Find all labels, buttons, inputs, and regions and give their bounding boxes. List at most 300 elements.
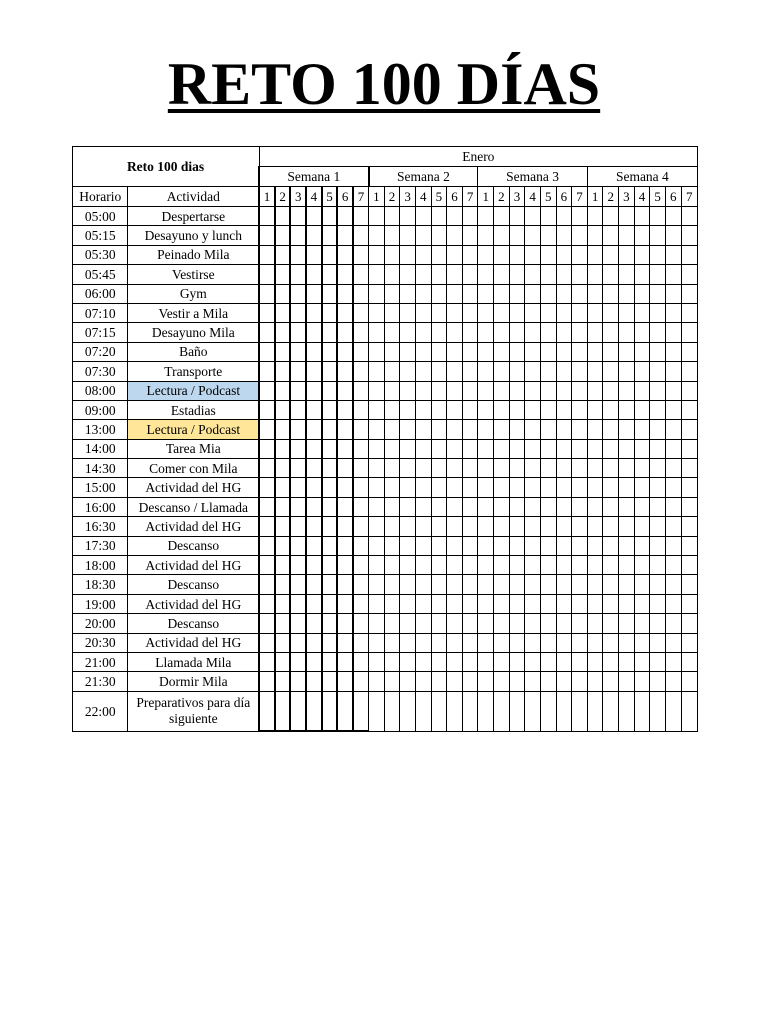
checkbox-cell[interactable] — [306, 362, 322, 381]
checkbox-cell[interactable] — [462, 556, 478, 575]
checkbox-cell[interactable] — [556, 691, 572, 731]
checkbox-cell[interactable] — [415, 342, 431, 361]
checkbox-cell[interactable] — [478, 284, 494, 303]
checkbox-cell[interactable] — [509, 284, 525, 303]
checkbox-cell[interactable] — [353, 614, 369, 633]
checkbox-cell[interactable] — [587, 323, 603, 342]
checkbox-cell[interactable] — [337, 633, 353, 652]
checkbox-cell[interactable] — [603, 323, 619, 342]
checkbox-cell[interactable] — [619, 652, 635, 671]
checkbox-cell[interactable] — [665, 420, 681, 439]
checkbox-cell[interactable] — [384, 614, 400, 633]
checkbox-cell[interactable] — [556, 575, 572, 594]
checkbox-cell[interactable] — [540, 362, 556, 381]
checkbox-cell[interactable] — [478, 691, 494, 731]
checkbox-cell[interactable] — [431, 459, 447, 478]
checkbox-cell[interactable] — [322, 497, 338, 516]
checkbox-cell[interactable] — [681, 381, 697, 400]
checkbox-cell[interactable] — [337, 556, 353, 575]
checkbox-cell[interactable] — [540, 497, 556, 516]
checkbox-cell[interactable] — [259, 362, 275, 381]
checkbox-cell[interactable] — [400, 265, 416, 284]
checkbox-cell[interactable] — [259, 284, 275, 303]
checkbox-cell[interactable] — [322, 400, 338, 419]
checkbox-cell[interactable] — [369, 439, 385, 458]
checkbox-cell[interactable] — [572, 614, 588, 633]
checkbox-cell[interactable] — [572, 633, 588, 652]
checkbox-cell[interactable] — [322, 439, 338, 458]
checkbox-cell[interactable] — [431, 439, 447, 458]
checkbox-cell[interactable] — [322, 284, 338, 303]
checkbox-cell[interactable] — [587, 556, 603, 575]
checkbox-cell[interactable] — [337, 381, 353, 400]
checkbox-cell[interactable] — [447, 245, 463, 264]
checkbox-cell[interactable] — [587, 245, 603, 264]
checkbox-cell[interactable] — [400, 207, 416, 226]
checkbox-cell[interactable] — [525, 556, 541, 575]
checkbox-cell[interactable] — [540, 323, 556, 342]
checkbox-cell[interactable] — [509, 323, 525, 342]
checkbox-cell[interactable] — [369, 536, 385, 555]
checkbox-cell[interactable] — [447, 303, 463, 322]
checkbox-cell[interactable] — [275, 652, 291, 671]
checkbox-cell[interactable] — [619, 517, 635, 536]
checkbox-cell[interactable] — [384, 517, 400, 536]
checkbox-cell[interactable] — [369, 342, 385, 361]
checkbox-cell[interactable] — [431, 517, 447, 536]
checkbox-cell[interactable] — [275, 381, 291, 400]
checkbox-cell[interactable] — [650, 207, 666, 226]
checkbox-cell[interactable] — [431, 362, 447, 381]
checkbox-cell[interactable] — [369, 226, 385, 245]
checkbox-cell[interactable] — [572, 459, 588, 478]
checkbox-cell[interactable] — [447, 420, 463, 439]
checkbox-cell[interactable] — [587, 459, 603, 478]
checkbox-cell[interactable] — [650, 439, 666, 458]
checkbox-cell[interactable] — [556, 207, 572, 226]
checkbox-cell[interactable] — [369, 284, 385, 303]
checkbox-cell[interactable] — [259, 207, 275, 226]
checkbox-cell[interactable] — [290, 400, 306, 419]
checkbox-cell[interactable] — [556, 517, 572, 536]
checkbox-cell[interactable] — [650, 691, 666, 731]
checkbox-cell[interactable] — [494, 245, 510, 264]
checkbox-cell[interactable] — [665, 536, 681, 555]
checkbox-cell[interactable] — [384, 381, 400, 400]
checkbox-cell[interactable] — [650, 575, 666, 594]
checkbox-cell[interactable] — [447, 691, 463, 731]
checkbox-cell[interactable] — [556, 614, 572, 633]
checkbox-cell[interactable] — [275, 497, 291, 516]
checkbox-cell[interactable] — [259, 420, 275, 439]
checkbox-cell[interactable] — [650, 633, 666, 652]
checkbox-cell[interactable] — [556, 284, 572, 303]
checkbox-cell[interactable] — [650, 517, 666, 536]
checkbox-cell[interactable] — [431, 284, 447, 303]
checkbox-cell[interactable] — [665, 381, 681, 400]
checkbox-cell[interactable] — [415, 323, 431, 342]
checkbox-cell[interactable] — [290, 226, 306, 245]
checkbox-cell[interactable] — [400, 517, 416, 536]
checkbox-cell[interactable] — [290, 478, 306, 497]
checkbox-cell[interactable] — [431, 226, 447, 245]
checkbox-cell[interactable] — [447, 478, 463, 497]
checkbox-cell[interactable] — [400, 536, 416, 555]
checkbox-cell[interactable] — [275, 556, 291, 575]
checkbox-cell[interactable] — [259, 556, 275, 575]
checkbox-cell[interactable] — [556, 400, 572, 419]
checkbox-cell[interactable] — [572, 303, 588, 322]
checkbox-cell[interactable] — [306, 478, 322, 497]
checkbox-cell[interactable] — [415, 652, 431, 671]
checkbox-cell[interactable] — [540, 381, 556, 400]
checkbox-cell[interactable] — [681, 614, 697, 633]
checkbox-cell[interactable] — [447, 459, 463, 478]
checkbox-cell[interactable] — [462, 207, 478, 226]
checkbox-cell[interactable] — [369, 245, 385, 264]
checkbox-cell[interactable] — [587, 517, 603, 536]
checkbox-cell[interactable] — [431, 652, 447, 671]
checkbox-cell[interactable] — [650, 652, 666, 671]
checkbox-cell[interactable] — [634, 672, 650, 691]
checkbox-cell[interactable] — [509, 556, 525, 575]
checkbox-cell[interactable] — [494, 303, 510, 322]
checkbox-cell[interactable] — [275, 362, 291, 381]
checkbox-cell[interactable] — [415, 672, 431, 691]
checkbox-cell[interactable] — [572, 478, 588, 497]
checkbox-cell[interactable] — [603, 614, 619, 633]
checkbox-cell[interactable] — [384, 536, 400, 555]
checkbox-cell[interactable] — [681, 439, 697, 458]
checkbox-cell[interactable] — [494, 342, 510, 361]
checkbox-cell[interactable] — [572, 536, 588, 555]
checkbox-cell[interactable] — [259, 497, 275, 516]
checkbox-cell[interactable] — [509, 672, 525, 691]
checkbox-cell[interactable] — [275, 536, 291, 555]
checkbox-cell[interactable] — [619, 497, 635, 516]
checkbox-cell[interactable] — [462, 497, 478, 516]
checkbox-cell[interactable] — [681, 362, 697, 381]
checkbox-cell[interactable] — [306, 207, 322, 226]
checkbox-cell[interactable] — [634, 459, 650, 478]
checkbox-cell[interactable] — [494, 265, 510, 284]
checkbox-cell[interactable] — [634, 207, 650, 226]
checkbox-cell[interactable] — [494, 672, 510, 691]
checkbox-cell[interactable] — [369, 323, 385, 342]
checkbox-cell[interactable] — [478, 575, 494, 594]
checkbox-cell[interactable] — [447, 342, 463, 361]
checkbox-cell[interactable] — [603, 342, 619, 361]
checkbox-cell[interactable] — [556, 672, 572, 691]
checkbox-cell[interactable] — [665, 265, 681, 284]
checkbox-cell[interactable] — [306, 459, 322, 478]
checkbox-cell[interactable] — [353, 633, 369, 652]
checkbox-cell[interactable] — [306, 536, 322, 555]
checkbox-cell[interactable] — [478, 381, 494, 400]
checkbox-cell[interactable] — [603, 362, 619, 381]
checkbox-cell[interactable] — [587, 633, 603, 652]
checkbox-cell[interactable] — [650, 594, 666, 613]
checkbox-cell[interactable] — [290, 284, 306, 303]
checkbox-cell[interactable] — [384, 226, 400, 245]
checkbox-cell[interactable] — [384, 497, 400, 516]
checkbox-cell[interactable] — [494, 207, 510, 226]
checkbox-cell[interactable] — [259, 381, 275, 400]
checkbox-cell[interactable] — [400, 323, 416, 342]
checkbox-cell[interactable] — [259, 575, 275, 594]
checkbox-cell[interactable] — [353, 556, 369, 575]
checkbox-cell[interactable] — [415, 594, 431, 613]
checkbox-cell[interactable] — [431, 478, 447, 497]
checkbox-cell[interactable] — [290, 594, 306, 613]
checkbox-cell[interactable] — [603, 265, 619, 284]
checkbox-cell[interactable] — [587, 362, 603, 381]
checkbox-cell[interactable] — [634, 342, 650, 361]
checkbox-cell[interactable] — [634, 497, 650, 516]
checkbox-cell[interactable] — [447, 207, 463, 226]
checkbox-cell[interactable] — [259, 323, 275, 342]
checkbox-cell[interactable] — [337, 652, 353, 671]
checkbox-cell[interactable] — [681, 420, 697, 439]
checkbox-cell[interactable] — [478, 303, 494, 322]
checkbox-cell[interactable] — [509, 652, 525, 671]
checkbox-cell[interactable] — [306, 652, 322, 671]
checkbox-cell[interactable] — [603, 420, 619, 439]
checkbox-cell[interactable] — [665, 652, 681, 671]
checkbox-cell[interactable] — [431, 265, 447, 284]
checkbox-cell[interactable] — [306, 556, 322, 575]
checkbox-cell[interactable] — [306, 633, 322, 652]
checkbox-cell[interactable] — [572, 594, 588, 613]
checkbox-cell[interactable] — [306, 439, 322, 458]
checkbox-cell[interactable] — [462, 265, 478, 284]
checkbox-cell[interactable] — [525, 303, 541, 322]
checkbox-cell[interactable] — [572, 420, 588, 439]
checkbox-cell[interactable] — [634, 652, 650, 671]
checkbox-cell[interactable] — [306, 342, 322, 361]
checkbox-cell[interactable] — [634, 478, 650, 497]
checkbox-cell[interactable] — [665, 633, 681, 652]
checkbox-cell[interactable] — [415, 362, 431, 381]
checkbox-cell[interactable] — [478, 672, 494, 691]
checkbox-cell[interactable] — [322, 245, 338, 264]
checkbox-cell[interactable] — [337, 478, 353, 497]
checkbox-cell[interactable] — [525, 652, 541, 671]
checkbox-cell[interactable] — [478, 207, 494, 226]
checkbox-cell[interactable] — [509, 207, 525, 226]
checkbox-cell[interactable] — [556, 265, 572, 284]
checkbox-cell[interactable] — [306, 400, 322, 419]
checkbox-cell[interactable] — [556, 381, 572, 400]
checkbox-cell[interactable] — [337, 517, 353, 536]
checkbox-cell[interactable] — [587, 652, 603, 671]
checkbox-cell[interactable] — [572, 284, 588, 303]
checkbox-cell[interactable] — [259, 652, 275, 671]
checkbox-cell[interactable] — [322, 265, 338, 284]
checkbox-cell[interactable] — [525, 381, 541, 400]
checkbox-cell[interactable] — [540, 420, 556, 439]
checkbox-cell[interactable] — [634, 633, 650, 652]
checkbox-cell[interactable] — [259, 672, 275, 691]
checkbox-cell[interactable] — [587, 265, 603, 284]
checkbox-cell[interactable] — [384, 691, 400, 731]
checkbox-cell[interactable] — [415, 633, 431, 652]
checkbox-cell[interactable] — [665, 517, 681, 536]
checkbox-cell[interactable] — [650, 672, 666, 691]
checkbox-cell[interactable] — [681, 284, 697, 303]
checkbox-cell[interactable] — [650, 284, 666, 303]
checkbox-cell[interactable] — [290, 303, 306, 322]
checkbox-cell[interactable] — [681, 556, 697, 575]
checkbox-cell[interactable] — [525, 575, 541, 594]
checkbox-cell[interactable] — [634, 691, 650, 731]
checkbox-cell[interactable] — [290, 439, 306, 458]
checkbox-cell[interactable] — [322, 226, 338, 245]
checkbox-cell[interactable] — [572, 323, 588, 342]
checkbox-cell[interactable] — [634, 575, 650, 594]
checkbox-cell[interactable] — [619, 536, 635, 555]
checkbox-cell[interactable] — [462, 342, 478, 361]
checkbox-cell[interactable] — [494, 420, 510, 439]
checkbox-cell[interactable] — [337, 342, 353, 361]
checkbox-cell[interactable] — [384, 478, 400, 497]
checkbox-cell[interactable] — [275, 420, 291, 439]
checkbox-cell[interactable] — [322, 614, 338, 633]
checkbox-cell[interactable] — [369, 614, 385, 633]
checkbox-cell[interactable] — [353, 245, 369, 264]
checkbox-cell[interactable] — [603, 439, 619, 458]
checkbox-cell[interactable] — [447, 614, 463, 633]
checkbox-cell[interactable] — [540, 536, 556, 555]
checkbox-cell[interactable] — [681, 303, 697, 322]
checkbox-cell[interactable] — [587, 575, 603, 594]
checkbox-cell[interactable] — [275, 633, 291, 652]
checkbox-cell[interactable] — [525, 420, 541, 439]
checkbox-cell[interactable] — [431, 342, 447, 361]
checkbox-cell[interactable] — [572, 691, 588, 731]
checkbox-cell[interactable] — [447, 381, 463, 400]
checkbox-cell[interactable] — [447, 284, 463, 303]
checkbox-cell[interactable] — [619, 478, 635, 497]
checkbox-cell[interactable] — [306, 265, 322, 284]
checkbox-cell[interactable] — [275, 400, 291, 419]
checkbox-cell[interactable] — [665, 207, 681, 226]
checkbox-cell[interactable] — [275, 284, 291, 303]
checkbox-cell[interactable] — [525, 284, 541, 303]
checkbox-cell[interactable] — [587, 614, 603, 633]
checkbox-cell[interactable] — [509, 614, 525, 633]
checkbox-cell[interactable] — [275, 245, 291, 264]
checkbox-cell[interactable] — [353, 575, 369, 594]
checkbox-cell[interactable] — [353, 362, 369, 381]
checkbox-cell[interactable] — [525, 536, 541, 555]
checkbox-cell[interactable] — [540, 556, 556, 575]
checkbox-cell[interactable] — [415, 691, 431, 731]
checkbox-cell[interactable] — [587, 420, 603, 439]
checkbox-cell[interactable] — [603, 517, 619, 536]
checkbox-cell[interactable] — [587, 207, 603, 226]
checkbox-cell[interactable] — [494, 575, 510, 594]
checkbox-cell[interactable] — [556, 633, 572, 652]
checkbox-cell[interactable] — [650, 362, 666, 381]
checkbox-cell[interactable] — [478, 652, 494, 671]
checkbox-cell[interactable] — [509, 439, 525, 458]
checkbox-cell[interactable] — [478, 556, 494, 575]
checkbox-cell[interactable] — [681, 691, 697, 731]
checkbox-cell[interactable] — [353, 303, 369, 322]
checkbox-cell[interactable] — [478, 420, 494, 439]
checkbox-cell[interactable] — [619, 303, 635, 322]
checkbox-cell[interactable] — [462, 459, 478, 478]
checkbox-cell[interactable] — [290, 652, 306, 671]
checkbox-cell[interactable] — [306, 672, 322, 691]
checkbox-cell[interactable] — [353, 652, 369, 671]
checkbox-cell[interactable] — [275, 439, 291, 458]
checkbox-cell[interactable] — [462, 226, 478, 245]
checkbox-cell[interactable] — [478, 245, 494, 264]
checkbox-cell[interactable] — [587, 691, 603, 731]
checkbox-cell[interactable] — [322, 594, 338, 613]
checkbox-cell[interactable] — [415, 517, 431, 536]
checkbox-cell[interactable] — [556, 594, 572, 613]
checkbox-cell[interactable] — [619, 245, 635, 264]
checkbox-cell[interactable] — [337, 265, 353, 284]
checkbox-cell[interactable] — [556, 245, 572, 264]
checkbox-cell[interactable] — [540, 207, 556, 226]
checkbox-cell[interactable] — [259, 400, 275, 419]
checkbox-cell[interactable] — [369, 459, 385, 478]
checkbox-cell[interactable] — [634, 420, 650, 439]
checkbox-cell[interactable] — [572, 556, 588, 575]
checkbox-cell[interactable] — [681, 342, 697, 361]
checkbox-cell[interactable] — [540, 245, 556, 264]
checkbox-cell[interactable] — [665, 226, 681, 245]
checkbox-cell[interactable] — [525, 439, 541, 458]
checkbox-cell[interactable] — [337, 323, 353, 342]
checkbox-cell[interactable] — [431, 323, 447, 342]
checkbox-cell[interactable] — [525, 323, 541, 342]
checkbox-cell[interactable] — [369, 265, 385, 284]
checkbox-cell[interactable] — [400, 691, 416, 731]
checkbox-cell[interactable] — [634, 323, 650, 342]
checkbox-cell[interactable] — [619, 226, 635, 245]
checkbox-cell[interactable] — [400, 284, 416, 303]
checkbox-cell[interactable] — [603, 575, 619, 594]
checkbox-cell[interactable] — [587, 284, 603, 303]
checkbox-cell[interactable] — [587, 536, 603, 555]
checkbox-cell[interactable] — [556, 342, 572, 361]
checkbox-cell[interactable] — [665, 575, 681, 594]
checkbox-cell[interactable] — [665, 362, 681, 381]
checkbox-cell[interactable] — [509, 420, 525, 439]
checkbox-cell[interactable] — [384, 652, 400, 671]
checkbox-cell[interactable] — [556, 536, 572, 555]
checkbox-cell[interactable] — [478, 459, 494, 478]
checkbox-cell[interactable] — [650, 614, 666, 633]
checkbox-cell[interactable] — [603, 303, 619, 322]
checkbox-cell[interactable] — [665, 342, 681, 361]
checkbox-cell[interactable] — [306, 284, 322, 303]
checkbox-cell[interactable] — [322, 633, 338, 652]
checkbox-cell[interactable] — [603, 245, 619, 264]
checkbox-cell[interactable] — [431, 420, 447, 439]
checkbox-cell[interactable] — [400, 672, 416, 691]
checkbox-cell[interactable] — [259, 439, 275, 458]
checkbox-cell[interactable] — [384, 459, 400, 478]
checkbox-cell[interactable] — [619, 556, 635, 575]
checkbox-cell[interactable] — [681, 265, 697, 284]
checkbox-cell[interactable] — [400, 342, 416, 361]
